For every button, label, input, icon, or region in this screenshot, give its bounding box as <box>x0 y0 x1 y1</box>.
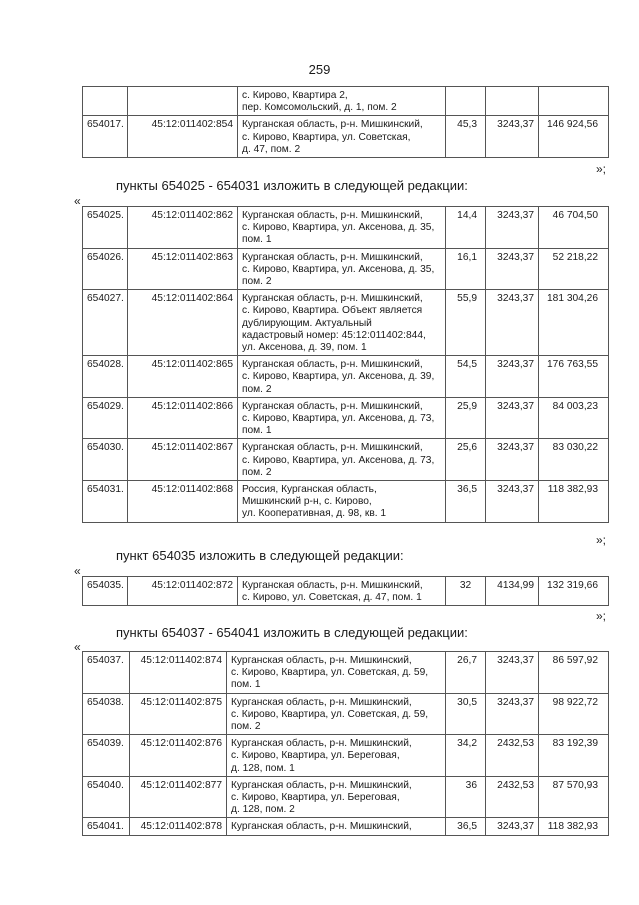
area-cell: 25,9 <box>446 397 486 439</box>
row-number-cell: 654028. <box>83 356 128 398</box>
table-row <box>83 693 609 735</box>
address-cell: Курганская область, р-н. Мишкинский, с. Кирово, Квартира, ул. Береговая, д. 128, пом. 2 <box>227 776 446 818</box>
row-number-cell: 654038. <box>83 693 130 735</box>
table-row <box>83 207 609 249</box>
cadastral-number-cell: 45:12:011402:866 <box>128 397 238 439</box>
area-cell: 16,1 <box>446 248 486 290</box>
address-cell: Курганская область, р-н. Мишкинский, с. Кирово, ул. Советская, д. 47, пом. 1 <box>238 577 446 606</box>
area-cell: 54,5 <box>446 356 486 398</box>
total-value-cell: 46 704,50 <box>539 207 609 249</box>
opening-quote: « <box>74 564 81 578</box>
table-row <box>83 818 609 835</box>
total-value-cell: 84 003,23 <box>539 397 609 439</box>
area-cell: 32 <box>446 577 486 606</box>
row-number-cell <box>83 87 128 116</box>
paragraph: пункт 654035 изложить в следующей редакции: <box>116 548 404 563</box>
row-number-cell: 654041. <box>83 818 130 835</box>
table-654025-654031 <box>82 206 609 523</box>
total-value-cell: 176 763,55 <box>539 356 609 398</box>
area-cell: 36 <box>446 776 486 818</box>
address-cell: Курганская область, р-н. Мишкинский, с. Кирово, Квартира, ул. Аксенова, д. 73, пом. 1 <box>238 397 446 439</box>
unit-price-cell: 2432,53 <box>486 776 539 818</box>
cadastral-number-cell: 45:12:011402:878 <box>130 818 227 835</box>
table-row <box>83 397 609 439</box>
address-cell: Курганская область, р-н. Мишкинский, с. Кирово, Квартира, ул. Советская, д. 47, пом. 2 <box>238 116 446 158</box>
cadastral-number-cell: 45:12:011402:874 <box>130 652 227 694</box>
address-cell: Курганская область, р-н. Мишкинский, с. Кирово, Квартира. Объект является дублирующим. Актуальный кадастровый номер: 45:12:011402:844, ул. Аксенова, д. 39, пом. 1 <box>238 290 446 356</box>
cadastral-number-cell: 45:12:011402:863 <box>128 248 238 290</box>
address-cell: Россия, Курганская область, Мишкинский р-н, с. Кирово, ул. Кооперативная, д. 98, кв. 1 <box>238 481 446 523</box>
total-value-cell: 98 922,72 <box>539 693 609 735</box>
address-cell: Курганская область, р-н. Мишкинский, с. Кирово, Квартира, ул. Советская, д. 59, пом. 2 <box>227 693 446 735</box>
area-cell: 14,4 <box>446 207 486 249</box>
unit-price-cell: 3243,37 <box>486 290 539 356</box>
cadastral-number-cell: 45:12:011402:865 <box>128 356 238 398</box>
cadastral-number-cell: 45:12:011402:854 <box>128 116 238 158</box>
opening-quote: « <box>74 194 81 208</box>
address-cell: Курганская область, р-н. Мишкинский, с. Кирово, Квартира, ул. Советская, д. 59, пом. 1 <box>227 652 446 694</box>
unit-price-cell <box>486 87 539 116</box>
area-cell <box>446 87 486 116</box>
area-cell: 45,3 <box>446 116 486 158</box>
address-cell: Курганская область, р-н. Мишкинский, с. Кирово, Квартира, ул. Аксенова, д. 73, пом. 2 <box>238 439 446 481</box>
unit-price-cell: 2432,53 <box>486 735 539 777</box>
cadastral-number-cell: 45:12:011402:864 <box>128 290 238 356</box>
row-number-cell: 654017. <box>83 116 128 158</box>
cadastral-number-cell: 45:12:011402:877 <box>130 776 227 818</box>
table-row <box>83 735 609 777</box>
area-cell: 34,2 <box>446 735 486 777</box>
address-cell: Курганская область, р-н. Мишкинский, с. Кирово, Квартира, ул. Аксенова, д. 39, пом. 2 <box>238 356 446 398</box>
row-number-cell: 654031. <box>83 481 128 523</box>
row-number-cell: 654039. <box>83 735 130 777</box>
row-number-cell: 654037. <box>83 652 130 694</box>
area-cell: 36,5 <box>446 481 486 523</box>
total-value-cell: 83 030,22 <box>539 439 609 481</box>
total-value-cell: 118 382,93 <box>539 818 609 835</box>
total-value-cell: 181 304,26 <box>539 290 609 356</box>
address-cell: Курганская область, р-н. Мишкинский, с. Кирово, Квартира, ул. Аксенова, д. 35, пом. 2 <box>238 248 446 290</box>
total-value-cell: 146 924,56 <box>539 116 609 158</box>
address-cell: с. Кирово, Квартира 2, пер. Комсомольский, д. 1, пом. 2 <box>238 87 446 116</box>
cadastral-number-cell: 45:12:011402:875 <box>130 693 227 735</box>
total-value-cell: 87 570,93 <box>539 776 609 818</box>
unit-price-cell: 4134,99 <box>486 577 539 606</box>
closing-quote: »; <box>596 533 607 547</box>
table-row <box>83 290 609 356</box>
row-number-cell: 654035. <box>83 577 128 606</box>
unit-price-cell: 3243,37 <box>486 818 539 835</box>
total-value-cell: 86 597,92 <box>539 652 609 694</box>
unit-price-cell: 3243,37 <box>486 652 539 694</box>
unit-price-cell: 3243,37 <box>486 248 539 290</box>
cadastral-number-cell: 45:12:011402:867 <box>128 439 238 481</box>
cadastral-number-cell: 45:12:011402:862 <box>128 207 238 249</box>
unit-price-cell: 3243,37 <box>486 481 539 523</box>
area-cell: 36,5 <box>446 818 486 835</box>
row-number-cell: 654029. <box>83 397 128 439</box>
row-number-cell: 654026. <box>83 248 128 290</box>
total-value-cell: 52 218,22 <box>539 248 609 290</box>
cadastral-number-cell: 45:12:011402:868 <box>128 481 238 523</box>
cadastral-number-cell: 45:12:011402:876 <box>130 735 227 777</box>
unit-price-cell: 3243,37 <box>486 439 539 481</box>
unit-price-cell: 3243,37 <box>486 116 539 158</box>
closing-quote: »; <box>596 609 607 623</box>
row-number-cell: 654030. <box>83 439 128 481</box>
table-row <box>83 87 609 116</box>
cadastral-number-cell <box>128 87 238 116</box>
unit-price-cell: 3243,37 <box>486 356 539 398</box>
table-row <box>83 356 609 398</box>
area-cell: 26,7 <box>446 652 486 694</box>
table-row <box>83 439 609 481</box>
table-row <box>83 652 609 694</box>
table-row <box>83 248 609 290</box>
row-number-cell: 654025. <box>83 207 128 249</box>
unit-price-cell: 3243,37 <box>486 397 539 439</box>
total-value-cell <box>539 87 609 116</box>
total-value-cell: 118 382,93 <box>539 481 609 523</box>
opening-quote: « <box>74 640 81 654</box>
area-cell: 25,6 <box>446 439 486 481</box>
area-cell: 55,9 <box>446 290 486 356</box>
row-number-cell: 654027. <box>83 290 128 356</box>
table-top <box>82 86 609 158</box>
paragraph: пункты 654025 - 654031 изложить в следующей редакции: <box>116 178 468 193</box>
address-cell: Курганская область, р-н. Мишкинский, <box>227 818 446 835</box>
table-654035 <box>82 576 609 606</box>
unit-price-cell: 3243,37 <box>486 207 539 249</box>
row-number-cell: 654040. <box>83 776 130 818</box>
closing-quote: »; <box>596 162 607 176</box>
table-654037-654041 <box>82 651 609 836</box>
table-row <box>83 776 609 818</box>
total-value-cell: 83 192,39 <box>539 735 609 777</box>
table-row <box>83 481 609 523</box>
page-number: 259 <box>308 62 331 77</box>
total-value-cell: 132 319,66 <box>539 577 609 606</box>
table-row <box>83 116 609 158</box>
address-cell: Курганская область, р-н. Мишкинский, с. Кирово, Квартира, ул. Береговая, д. 128, пом. 1 <box>227 735 446 777</box>
table-row <box>83 577 609 606</box>
area-cell: 30,5 <box>446 693 486 735</box>
paragraph: пункты 654037 - 654041 изложить в следующей редакции: <box>116 625 468 640</box>
address-cell: Курганская область, р-н. Мишкинский, с. Кирово, Квартира, ул. Аксенова, д. 35, пом. 1 <box>238 207 446 249</box>
cadastral-number-cell: 45:12:011402:872 <box>128 577 238 606</box>
unit-price-cell: 3243,37 <box>486 693 539 735</box>
